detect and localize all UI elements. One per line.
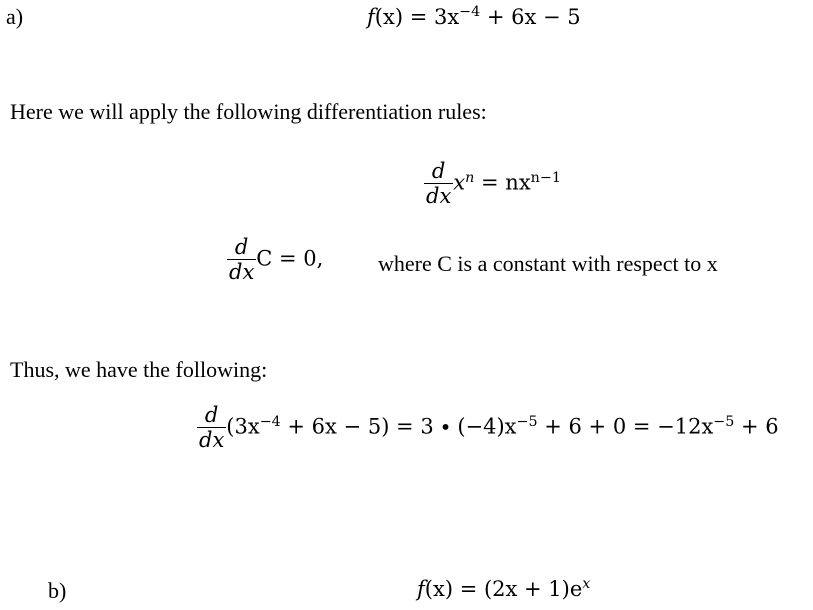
frac-denominator: dx [199,428,225,452]
exponent: n [465,169,475,186]
exponent: −4 [259,413,281,430]
constant-rule-body: C = 0, [256,246,324,271]
equation-tail: + 6x − 5 [480,5,581,29]
equation-rhs: = (2x + 1)e [453,577,583,601]
exponent: −5 [713,413,735,430]
part-b-label: b) [48,578,67,603]
derivation-part4: + 6 [734,414,779,439]
frac-numerator: d [197,405,226,428]
part-a-label: a) [6,4,24,29]
derivation-equation [197,405,779,451]
frac-denominator: dx [229,260,255,284]
intro-text: Here we will apply the following differentiation rules: [10,99,487,124]
result-exponent: n−1 [530,169,561,186]
power-rule [424,161,561,207]
constant-note: where C is a constant with respect to x [378,251,718,276]
thus-text: Thus, we have the following: [10,357,268,382]
derivative-operator [197,405,226,451]
constant-rule [227,237,323,283]
derivation-part2: + 6x − 5) = 3 ∙ (−4)x [280,414,517,439]
frac-numerator: d [227,237,256,260]
exponent: −4 [459,4,481,21]
function-name: f [367,5,375,29]
frac-denominator: dx [426,184,452,208]
function-arg: (x) [374,5,404,29]
exponent: x [582,576,591,593]
derivative-operator [227,237,256,283]
part-b-equation [417,577,590,601]
part-a-equation [367,5,581,29]
frac-numerator: d [424,161,453,184]
derivation-part1: (3x [226,414,260,439]
derivative-operator [424,161,453,207]
exponent: −5 [516,413,538,430]
base: x [453,170,466,195]
equals-result: = nx [474,170,531,195]
function-name: f [417,577,425,601]
equation-rhs: = 3x [403,5,460,29]
derivation-part3: + 6 + 0 = −12x [537,414,714,439]
function-arg: (x) [424,577,454,601]
